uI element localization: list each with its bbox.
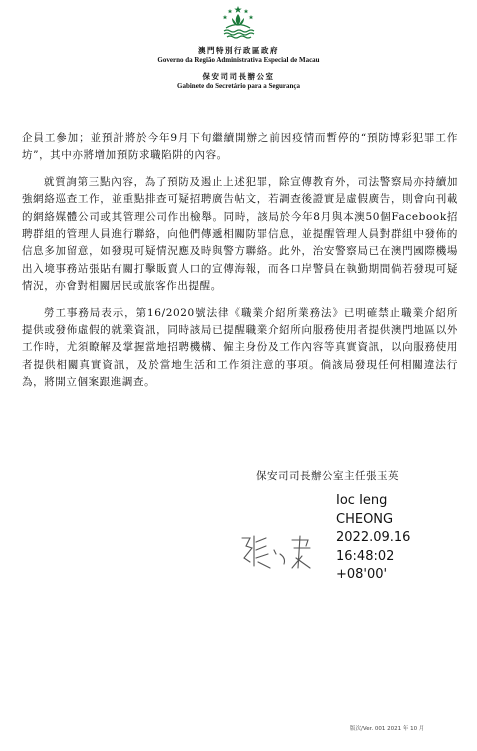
document-version: 版次/Ver. 001 2021 年 10 月 <box>350 726 425 732</box>
government-name-zh: 澳門特別行政區政府 <box>198 46 279 55</box>
digital-signature-line: 2022.09.16 <box>336 530 411 546</box>
handwritten-signature-icon <box>236 528 320 576</box>
digital-signature-block <box>336 492 410 585</box>
macau-emblem-icon <box>219 5 257 39</box>
digital-signature-line: +08'00' <box>336 567 388 583</box>
digital-signature-line: Ioc Ieng <box>336 493 388 508</box>
government-name-pt: Governo da Região Administrativa Especial de Macau <box>157 56 320 64</box>
office-name-zh: 保安司司長辦公室 <box>202 72 275 81</box>
paragraph-1: 企員工參加；並預計將於今年9月下旬繼續開辦之前因疫情而暫停的“預防博彩犯罪工作坊”，其中亦將增加預防求職陷阱的內容。 <box>22 132 458 162</box>
digital-signature-line: 16:48:02 <box>336 548 395 564</box>
paragraph-2: 就質詢第三點內容，為了預防及遏止上述犯罪，除宣傳教育外，司法警察局亦持續加強網絡巡查工作，並重點排查可疑招聘廣告帖文，若調查後證實是虛假廣告，則會向刊載的網絡媒體公司或其管理公司作出檢舉。同時，該局於今年8月與本澳50個Facebook招聘群組的管理人員進行聯絡，向他們傳遞相關防罪信息，並提醒管理人員對群組中發佈的信息多加留意，如發現可疑情況應及時與警方聯絡。此外，治安警察局已在澳門國際機場出入境事務站張貼有關打擊販賣人口的宣傳海報，而各口岸警員在執勤期間倘若發現可疑情況，亦會對相關居民或旅客作出提醒。 <box>22 175 458 293</box>
paragraph-3: 勞工事務局表示，第16/2020號法律《職業介紹所業務法》已明確禁止職業介紹所提供或發佈虛假的就業資訊，同時該局已提醒職業介紹所向服務使用者提供澳門地區以外工作時，尤須瞭解及掌握當地招聘機構、僱主身份及工作內容等真實資訊，以向服務使用者提供相關真實資訊，及於當地生活和工作須注意的事項。倘該局發現任何相關違法行為，將開立個案跟進調查。 <box>22 306 458 389</box>
digital-signature-line: CHEONG <box>336 511 394 527</box>
office-name-pt: Gabinete do Secretário para a Segurança <box>177 82 300 90</box>
signer-title: 保安司司長辦公室主任張玉英 <box>256 470 399 482</box>
letter-body <box>22 130 458 401</box>
